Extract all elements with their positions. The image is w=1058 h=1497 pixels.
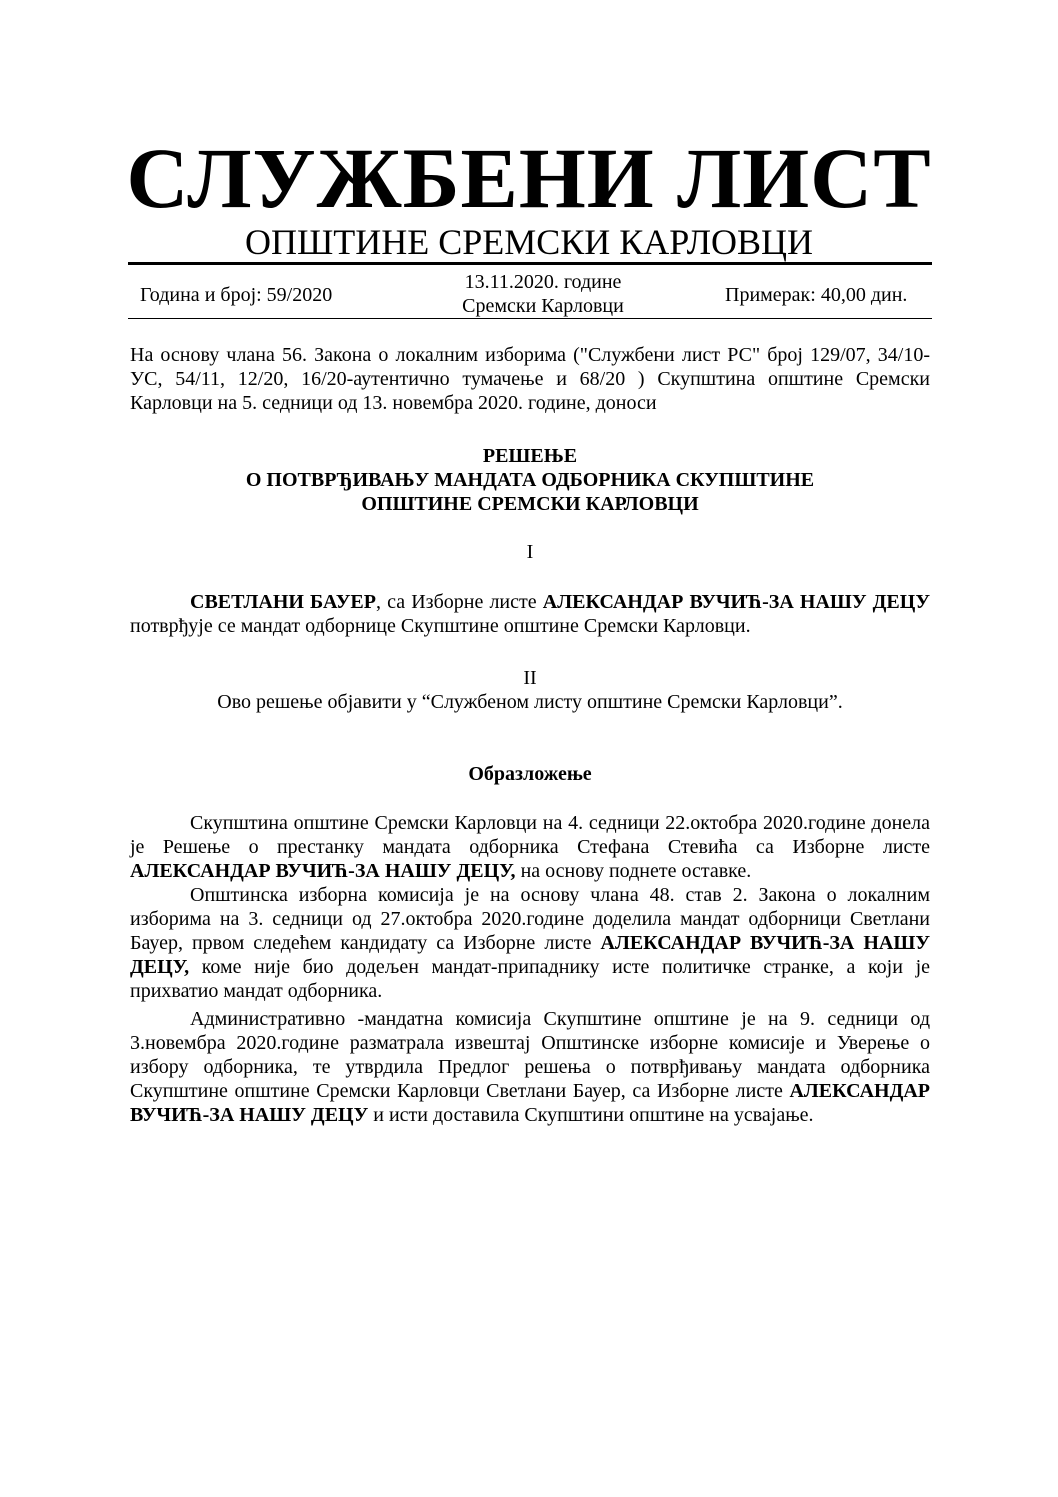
section-2-numeral: II [523,667,537,689]
decision-heading-line2: О ПОТВРЂИВАЊУ МАНДАТА ОДБОРНИКА СКУПШТИНЕ [245,469,815,491]
preamble-paragraph: На основу члана 56. Закона о локалним изборима ("Службени лист РС" број 129/07, 34/10-УС, 54/11, 12/20, 16/20-аутентично тумачење и 68/20 ) Скупштина општине Сремски Карловци на 5. седници од 13. новембра 2020. године, доноси [130,344,930,414]
section-1-paragraph [130,590,930,638]
issue-year-number: Година и број: 59/2020 [140,284,333,306]
section-1-numeral: I [526,541,534,563]
section-2-paragraph: Ово решење објавити у “Службеном листу општине Сремски Карловци”. [217,691,843,713]
explanation-p2-text-b: коме није био додељен мандат-припаднику исте политичке странке, а који је прихватио мандат одборника. [130,956,930,1002]
issue-price: Примерак: 40,00 дин. [725,284,908,306]
issue-date: 13.11.2020. године [464,271,622,293]
explanation-p1-list: АЛЕКСАНДАР ВУЧИЋ-ЗА НАШУ ДЕЦУ, [130,860,516,882]
issue-place: Сремски Карловци [462,295,624,317]
explanation-paragraph-2 [130,883,930,1003]
masthead-subtitle: ОПШТИНЕ СРЕМСКИ КАРЛОВЦИ [244,222,814,262]
decision-heading [130,444,930,516]
header-rule-top [128,262,932,265]
explanation-paragraph-3 [130,1007,930,1127]
issue-date-place [430,270,656,318]
explanation-p2-text-a: Општинска изборна комисија је на основу члана 48. став 2. Закона о локалним изборима на 3. седници од 27.октобра 2020.године доделила мандат одборници Светлани Бауер, првом следећем кандидату са Изборне листе [130,884,930,954]
section-1-text-a: , са Изборне листе [375,591,543,613]
explanation-p3-text-b: и исти доставила Скупштини општине на усвајање. [368,1104,814,1126]
explanation-p2-list: АЛЕКСАНДАР ВУЧИЋ-ЗА НАШУ ДЕЦУ, [130,932,930,978]
explanation-p3-list: АЛЕКСАНДАР ВУЧИЋ-ЗА НАШУ ДЕЦУ [130,1080,930,1126]
explanation-p1-text-b: на основу поднете оставке. [515,860,752,882]
councillor-name: СВЕТЛАНИ БАУЕР [190,591,376,613]
explanation-p3-text-a: Административно -мандатна комисија Скупштине општине је на 9. седници од 3.новембра 2020.године разматрала извештај Општинске изборне комисије и Уверење о избору одборника, те утврдила Предлог решења о потврђивању мандата одборника Скупштине општине Сремски Карловци Светлани Бауер, са Изборне листе [130,1008,930,1102]
electoral-list-name: АЛЕКСАНДАР ВУЧИЋ-ЗА НАШУ ДЕЦУ [542,591,931,613]
decision-heading-line1: РЕШЕЊЕ [482,445,578,467]
explanation-paragraph-1 [130,811,930,883]
section-1-text-b: потврђује се мандат одборнице Скупштине општине Сремски Карловци. [130,615,751,637]
header-rule-bottom [128,318,932,319]
masthead-title: СЛУЖБЕНИ ЛИСТ [126,130,932,226]
explanation-heading: Образложење [468,763,592,785]
decision-heading-line3: ОПШТИНЕ СРЕМСКИ КАРЛОВЦИ [361,493,699,515]
explanation-p1-text-a: Скупштина општине Сремски Карловци на 4. седници 22.октобра 2020.године донела је Решење о престанку мандата одборника Стефана Стевића са Изборне листе [130,812,930,858]
